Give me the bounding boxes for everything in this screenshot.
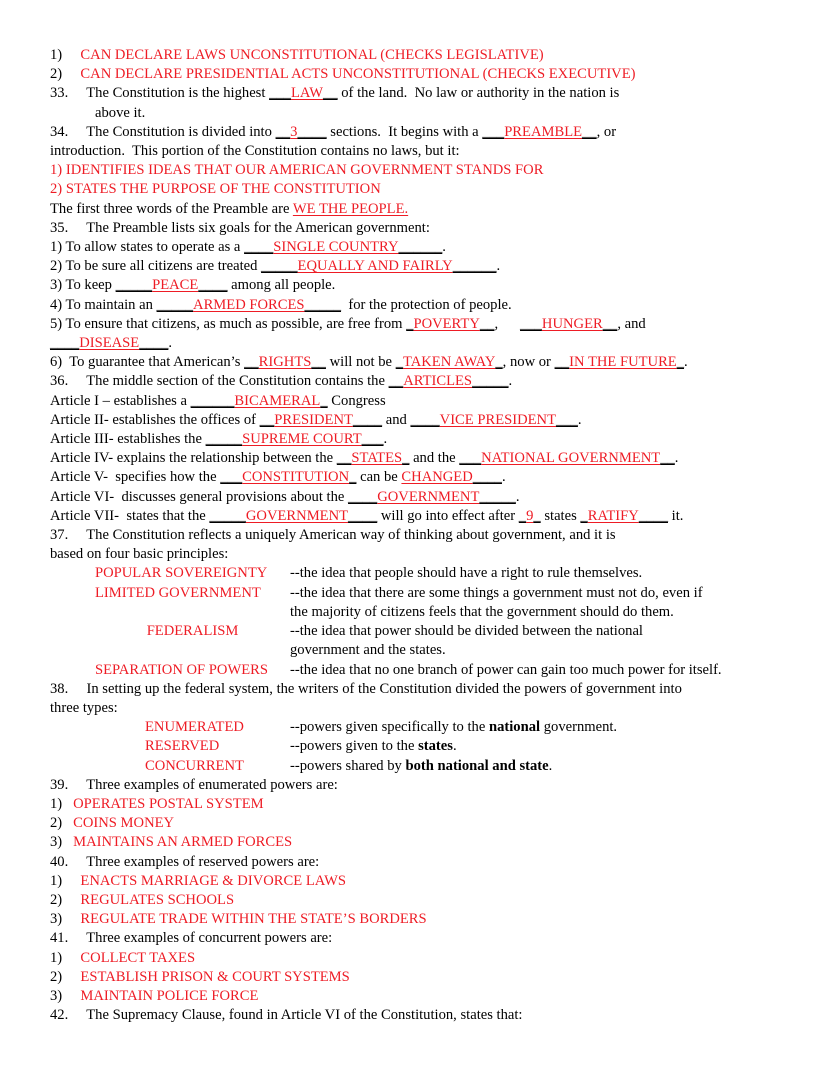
blank-fill-suffix: ___ (361, 431, 384, 448)
principle-limited-government (50, 584, 780, 603)
blank-fill-prefix: __ (259, 411, 275, 428)
principle-term: LIMITED GOVERNMENT (95, 584, 261, 601)
static-text: will go into effect after (377, 507, 519, 524)
list-number: 5) (50, 315, 63, 332)
question-34-cont: introduction. This portion of the Constitution contains no laws, but it: (50, 143, 460, 160)
static-text: for the protection of people. (341, 296, 512, 313)
question-text: To allow states to operate as a (62, 239, 245, 256)
power-term: ENUMERATED (145, 719, 244, 736)
list-number: 2) (50, 181, 63, 198)
article-4 (50, 449, 780, 468)
article-2 (50, 411, 780, 430)
principle-limited-government-cont: the majority of citizens feels that the government should do them. (290, 603, 674, 620)
list-number: 3) (50, 834, 63, 851)
principle-popular-sovereignty (50, 564, 780, 583)
answer-text: GOVERNMENT (245, 507, 349, 524)
static-text: among all people. (227, 277, 336, 294)
question-text: The middle section of the Constitution contains the (86, 373, 389, 390)
list-number: 6) (50, 354, 63, 371)
blank-fill-suffix: ____ (348, 507, 378, 524)
blank-fill-prefix: _____ (205, 431, 243, 448)
answer-text: 3 (290, 123, 298, 140)
blank-fill-prefix: ____ (50, 335, 80, 352)
question-number: 33. (50, 85, 69, 102)
article-label: Article III- establishes the (50, 431, 206, 448)
static-text: . (501, 469, 506, 486)
question-text: Three examples of enumerated powers are: (86, 776, 338, 793)
list-number: 1) (50, 162, 63, 179)
question-text: To keep (62, 277, 116, 294)
blank-fill-prefix: __ (244, 354, 259, 371)
blank-fill-suffix: ______ (452, 258, 497, 275)
static-text: , and (617, 315, 646, 332)
answer-text: MAINTAIN POLICE FORCE (80, 987, 259, 1004)
list-number: 1) (50, 47, 63, 63)
goal-3 (50, 276, 780, 295)
blank-fill-suffix: _ (402, 450, 410, 467)
goal-4 (50, 296, 780, 315)
blank-fill-prefix: ____ (348, 488, 378, 505)
question-text: sections. It begins with a (326, 123, 483, 140)
preamble-first-words (50, 200, 780, 219)
answer-text: TAKEN AWAY (402, 354, 496, 371)
blank-fill-prefix: __ (554, 354, 570, 371)
answer-text: CONSTITUTION (242, 469, 350, 486)
list-number: 2) (50, 258, 63, 275)
question-34 (50, 123, 780, 142)
static-text: can be (356, 469, 402, 486)
article-7 (50, 507, 780, 526)
list-number: 1) (50, 795, 63, 812)
goal-2 (50, 257, 780, 276)
blank-fill-suffix: _ (349, 469, 357, 486)
principle-separation-of-powers (50, 661, 780, 680)
answer-text: EQUALLY AND FAIRLY (297, 258, 453, 275)
power-term: CONCURRENT (145, 757, 244, 774)
list-number: 3) (50, 987, 63, 1004)
goal-6 (50, 353, 780, 372)
question-number: 41. (50, 930, 69, 947)
list-number: 3) (50, 277, 63, 294)
question-text: of the land. No law or authority in the nation is (337, 85, 620, 102)
blank-fill-suffix: __ (311, 354, 326, 371)
blank-fill-suffix: _____ (479, 488, 516, 505)
blank-fill-prefix: ______ (190, 392, 235, 409)
static-text: . (577, 411, 582, 428)
article-label: Article II- establishes the offices of (50, 411, 260, 428)
principle-description: --the idea that no one branch of power can gain too much power for itself. (290, 661, 722, 678)
question-33 (50, 84, 780, 103)
question-number: 40. (50, 853, 69, 870)
answer-text: ARMED FORCES (193, 296, 305, 313)
blank-fill-suffix: _____ (304, 296, 342, 313)
principle-term: SEPARATION OF POWERS (95, 661, 269, 678)
question-text: , or (596, 123, 617, 140)
static-text: it. (668, 507, 684, 524)
answer-text: LAW (290, 85, 324, 102)
static-text: . (674, 450, 679, 467)
article-label: Article VI- discusses general provisions about the (50, 488, 349, 505)
list-item (50, 891, 780, 910)
list-number: 1) (50, 239, 63, 256)
principle-federalism-cont: government and the states. (290, 642, 446, 659)
static-text: . (548, 757, 553, 774)
article-label: Article I – establishes a (50, 392, 191, 409)
goal-1 (50, 238, 780, 257)
blank-fill-prefix: ___ (459, 450, 482, 467)
blank-fill-prefix: _ (395, 354, 403, 371)
answer-text: OPERATES POSTAL SYSTEM (73, 795, 264, 812)
blank-fill-prefix: ___ (220, 469, 243, 486)
question-39 (50, 776, 780, 795)
answer-text: GOVERNMENT (377, 488, 480, 505)
static-text: and the (409, 450, 460, 467)
list-number: 3) (50, 911, 63, 928)
blank-fill-prefix: __ (275, 123, 291, 140)
blank-fill-suffix: ____ (198, 277, 228, 294)
blank-fill-prefix: _____ (156, 296, 194, 313)
question-text: In setting up the federal system, the writers of the Constitution divided the powers of government into (86, 680, 682, 697)
answer-text: DISEASE (79, 335, 140, 352)
question-38-cont: three types: (50, 699, 118, 716)
article-label: Article IV- explains the relationship between the (50, 450, 337, 467)
blank-fill-prefix: __ (388, 373, 404, 390)
power-description (290, 757, 780, 776)
power-description (290, 737, 780, 756)
question-number: 42. (50, 1007, 69, 1024)
answer-text: COLLECT TAXES (80, 949, 196, 966)
blank-fill-suffix: __ (582, 123, 597, 140)
answer-text: WE THE PEOPLE. (292, 200, 409, 217)
answer-text: RATIFY (587, 507, 639, 524)
blank-fill-suffix: _ (533, 507, 541, 524)
question-number: 37. (50, 527, 69, 544)
blank-fill-prefix: ___ (482, 123, 505, 140)
list-number: 1) (50, 949, 63, 966)
static-text: . (496, 258, 501, 275)
answer-text: CHANGED (401, 469, 473, 486)
answer-text: STATES (351, 450, 403, 467)
principle-description: --the idea that people should have a right to rule themselves. (290, 565, 643, 582)
answer-text: SUPREME COURT (242, 431, 362, 448)
list-number: 4) (50, 296, 63, 313)
answer-text: VICE PRESIDENT (439, 411, 557, 428)
answer-text: COINS MONEY (73, 815, 175, 832)
answer-text: ENACTS MARRIAGE & DIVORCE LAWS (80, 872, 346, 889)
question-text: To ensure that citizens, as much as possible, are free from (62, 315, 407, 332)
list-item (50, 46, 780, 65)
blank-fill-prefix: _ (406, 315, 414, 332)
blank-fill-prefix: ____ (244, 239, 274, 256)
blank-fill-suffix: ____ (638, 507, 668, 524)
question-text: To maintain an (62, 296, 157, 313)
goal-5-cont (50, 334, 780, 353)
list-item (50, 949, 780, 968)
blank-fill-suffix: _ (495, 354, 503, 371)
power-concurrent (50, 757, 780, 776)
answer-text: ESTABLISH PRISON & COURT SYSTEMS (80, 968, 350, 985)
blank-fill-suffix: ____ (352, 411, 383, 428)
principle-description: --the idea that power should be divided between the national (290, 623, 643, 640)
answer-text: ARTICLES (403, 373, 473, 390)
blank-fill-suffix: ____ (139, 335, 169, 352)
static-text: , (494, 315, 521, 332)
list-item (50, 872, 780, 891)
question-text: The Constitution reflects a uniquely American way of thinking about government, and it is (86, 527, 616, 544)
principle-federalism (50, 622, 780, 641)
question-number: 35. (50, 219, 69, 236)
static-text: . (442, 239, 446, 256)
emphasis-text: national (488, 719, 541, 736)
question-number: 34. (50, 123, 69, 140)
question-text: To be sure all citizens are treated (62, 258, 262, 275)
static-text: . (383, 431, 388, 448)
blank-fill-suffix: __ (660, 450, 675, 467)
question-37-cont: based on four basic principles: (50, 546, 229, 563)
article-6 (50, 488, 780, 507)
blank-fill-prefix: ____ (410, 411, 440, 428)
static-text: states (540, 507, 581, 524)
question-33-cont: above it. (95, 104, 146, 121)
list-item (50, 987, 780, 1006)
static-text: . (684, 354, 688, 371)
power-enumerated (50, 718, 780, 737)
answer-text: RIGHTS (258, 354, 312, 371)
power-reserved (50, 737, 780, 756)
blank-fill-suffix: ____ (472, 469, 502, 486)
list-number: 2) (50, 968, 63, 985)
static-text: The first three words of the Preamble are (50, 200, 293, 217)
answer-text: SINGLE COUNTRY (273, 239, 399, 256)
static-text: . (508, 373, 513, 390)
question-number: 36. (50, 373, 69, 390)
static-text: --powers given to the (290, 738, 419, 755)
article-label: Article V- specifies how the (50, 469, 221, 486)
list-item (50, 910, 780, 929)
static-text: Congress (327, 392, 386, 409)
answer-text: PREAMBLE (504, 123, 583, 140)
principle-description: --the idea that there are some things a government must not do, even if (290, 584, 703, 601)
blank-fill-suffix: __ (602, 315, 618, 332)
blank-fill-prefix: _ (580, 507, 588, 524)
question-35 (50, 219, 780, 238)
static-text: . (452, 738, 457, 755)
question-40 (50, 853, 780, 872)
blank-fill-suffix: _ (676, 354, 685, 371)
blank-fill-prefix: _____ (261, 258, 298, 275)
question-text: The Constitution is the highest (86, 85, 270, 102)
question-42 (50, 1006, 780, 1025)
article-5 (50, 468, 780, 487)
answer-text: 9 (526, 507, 534, 524)
article-label: Article VII- states that the (50, 507, 210, 524)
answer-text: PRESIDENT (274, 411, 353, 428)
answer-text: IDENTIFIES IDEAS THAT OUR AMERICAN GOVERNMENT STANDS FOR (65, 162, 544, 179)
list-item (50, 180, 780, 199)
static-text: , now or (502, 354, 555, 371)
list-item (50, 161, 780, 180)
static-text: . (168, 335, 173, 352)
answer-text: IN THE FUTURE (569, 354, 677, 371)
list-item (50, 814, 780, 833)
list-number: 2) (50, 815, 63, 832)
static-text: --powers shared by (290, 757, 406, 774)
list-number: 2) (50, 891, 63, 908)
question-text: To guarantee that American’s (62, 354, 245, 371)
question-38 (50, 680, 780, 699)
answer-text: CAN DECLARE LAWS UNCONSTITUTIONAL (CHECKS LEGISLATIVE) (80, 47, 544, 63)
blank-fill-suffix: ____ (297, 123, 327, 140)
principle-term: POPULAR SOVEREIGNTY (95, 565, 268, 582)
goal-5 (50, 315, 780, 334)
answer-text: STATES THE PURPOSE OF THE CONSTITUTION (65, 181, 381, 198)
answer-text: MAINTAINS AN ARMED FORCES (73, 834, 293, 851)
question-text: The Supremacy Clause, found in Article VI of the Constitution, states that: (86, 1007, 523, 1024)
power-description (290, 718, 780, 737)
blank-fill-suffix: __ (323, 85, 338, 102)
blank-fill-suffix: ______ (398, 239, 443, 256)
article-3 (50, 430, 780, 449)
answer-text: REGULATE TRADE WITHIN THE STATE’S BORDERS (80, 911, 427, 928)
question-text: The Constitution is divided into (86, 123, 276, 140)
question-number: 38. (50, 680, 69, 697)
question-text: The Preamble lists six goals for the American government: (86, 219, 430, 236)
question-41 (50, 929, 780, 948)
blank-fill-suffix: _____ (472, 373, 509, 390)
static-text: government. (540, 719, 618, 736)
static-text: and (382, 411, 411, 428)
question-text: Three examples of reserved powers are: (86, 853, 320, 870)
answer-text: POVERTY (413, 315, 480, 332)
blank-fill-prefix: ___ (269, 85, 291, 102)
power-term: RESERVED (145, 738, 220, 755)
question-37 (50, 526, 780, 545)
list-number: 2) (50, 66, 63, 83)
question-36 (50, 372, 780, 391)
list-item (50, 968, 780, 987)
blank-fill-prefix: _____ (115, 277, 153, 294)
answer-text: HUNGER (541, 315, 603, 332)
principle-term: FEDERALISM (146, 623, 239, 640)
blank-fill-prefix: _____ (209, 507, 246, 524)
answer-text: CAN DECLARE PRESIDENTIAL ACTS UNCONSTITUTIONAL (CHECKS EXECUTIVE) (80, 66, 636, 83)
list-item (50, 833, 780, 852)
worksheet-body (50, 46, 780, 1025)
blank-fill-prefix: _ (518, 507, 527, 524)
static-text: --powers given specifically to the (290, 719, 489, 736)
blank-fill-prefix: ___ (520, 315, 542, 332)
list-item (50, 795, 780, 814)
emphasis-text: states (418, 738, 453, 755)
answer-text: REGULATES SCHOOLS (80, 891, 235, 908)
blank-fill-suffix: ___ (556, 411, 578, 428)
list-item (50, 65, 780, 84)
static-text: . (515, 488, 520, 505)
blank-fill-prefix: __ (336, 450, 352, 467)
question-text: Three examples of concurrent powers are: (86, 930, 333, 947)
answer-text: PEACE (152, 277, 199, 294)
question-number: 39. (50, 776, 69, 793)
answer-text: NATIONAL GOVERNMENT (481, 450, 661, 467)
blank-fill-suffix: _ (320, 392, 328, 409)
static-text: will not be (325, 354, 396, 371)
article-1 (50, 392, 780, 411)
blank-fill-suffix: __ (479, 315, 495, 332)
emphasis-text: both national and state (405, 757, 549, 774)
list-number: 1) (50, 872, 63, 889)
answer-text: BICAMERAL (234, 392, 321, 409)
